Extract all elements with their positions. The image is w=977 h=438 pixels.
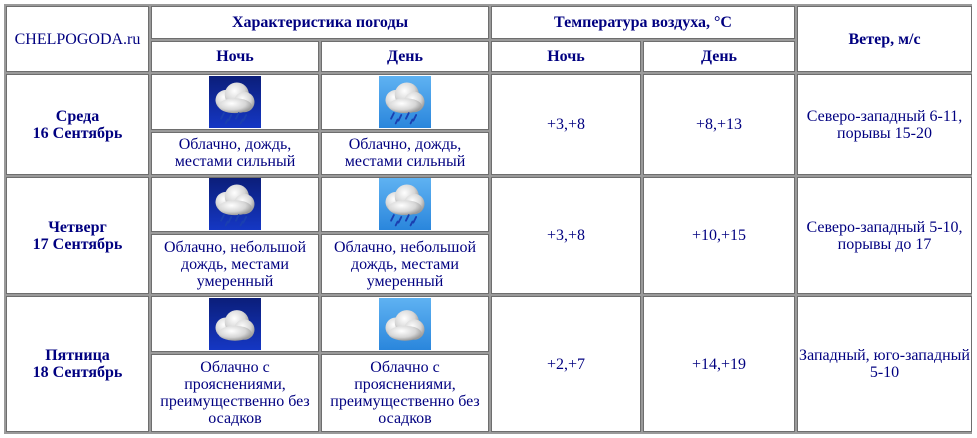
site-name: CHELPOGODA.ru — [14, 30, 141, 48]
temp-day: +14,+19 — [643, 296, 795, 432]
cloud-heavy-rain-day-icon — [379, 76, 431, 128]
date: 18 Сентябрь — [32, 364, 123, 382]
wind-value: Западный, юго-западный 5-10 — [797, 296, 972, 432]
weather-day-header: День — [321, 41, 489, 72]
day-icon-cell — [321, 296, 489, 351]
day-icon-cell — [321, 177, 489, 232]
temp-night-header: Ночь — [491, 41, 641, 72]
weather-char-header: Характеристика погоды — [151, 6, 489, 39]
forecast-frame — [4, 4, 972, 434]
day-description: Облачно, небольшой дождь, местами умеренный — [321, 234, 489, 294]
table-row — [6, 177, 972, 232]
day-icon-cell — [321, 74, 489, 129]
night-description: Облачно, небольшой дождь, местами умеренный — [151, 234, 319, 294]
date: 17 Сентябрь — [32, 235, 123, 253]
temp-day: +8,+13 — [643, 74, 795, 174]
temp-day: +10,+15 — [643, 177, 795, 295]
brand-cell — [6, 6, 149, 72]
weekday: Пятница — [45, 347, 110, 365]
cloud-rain-night-icon — [209, 178, 261, 230]
cloud-heavy-rain-night-icon — [209, 76, 261, 128]
forecast-table — [4, 4, 974, 434]
night-icon-cell — [151, 74, 319, 129]
night-icon-cell — [151, 296, 319, 351]
air-temp-header: Температура воздуха, °C — [491, 6, 795, 39]
temp-night: +2,+7 — [491, 296, 641, 432]
weekday: Среда — [55, 107, 100, 125]
night-description: Облачно, дождь, местами сильный — [151, 132, 319, 175]
date: 16 Сентябрь — [32, 124, 123, 142]
table-row — [6, 296, 972, 351]
weekday: Четверг — [48, 218, 107, 236]
day-description: Облачно с прояснениями, преимущественно без осадков — [321, 354, 489, 432]
temp-night: +3,+8 — [491, 177, 641, 295]
cloud-rain-day-icon — [379, 178, 431, 230]
weather-night-header: Ночь — [151, 41, 319, 72]
table-row — [6, 74, 972, 129]
day-cell — [6, 177, 149, 295]
temp-night: +3,+8 — [491, 74, 641, 174]
day-cell — [6, 74, 149, 174]
temp-day-header: День — [643, 41, 795, 72]
night-description: Облачно с прояснениями, преимущественно без осадков — [151, 354, 319, 432]
day-cell — [6, 296, 149, 432]
wind-value: Северо-западный 5-10, порывы до 17 — [797, 177, 972, 295]
wind-value: Северо-западный 6-11, порывы 15-20 — [797, 74, 972, 174]
night-icon-cell — [151, 177, 319, 232]
cloudy-day-icon — [379, 298, 431, 350]
day-description: Облачно, дождь, местами сильный — [321, 132, 489, 175]
cloudy-night-icon — [209, 298, 261, 350]
wind-header: Ветер, м/с — [797, 6, 972, 72]
